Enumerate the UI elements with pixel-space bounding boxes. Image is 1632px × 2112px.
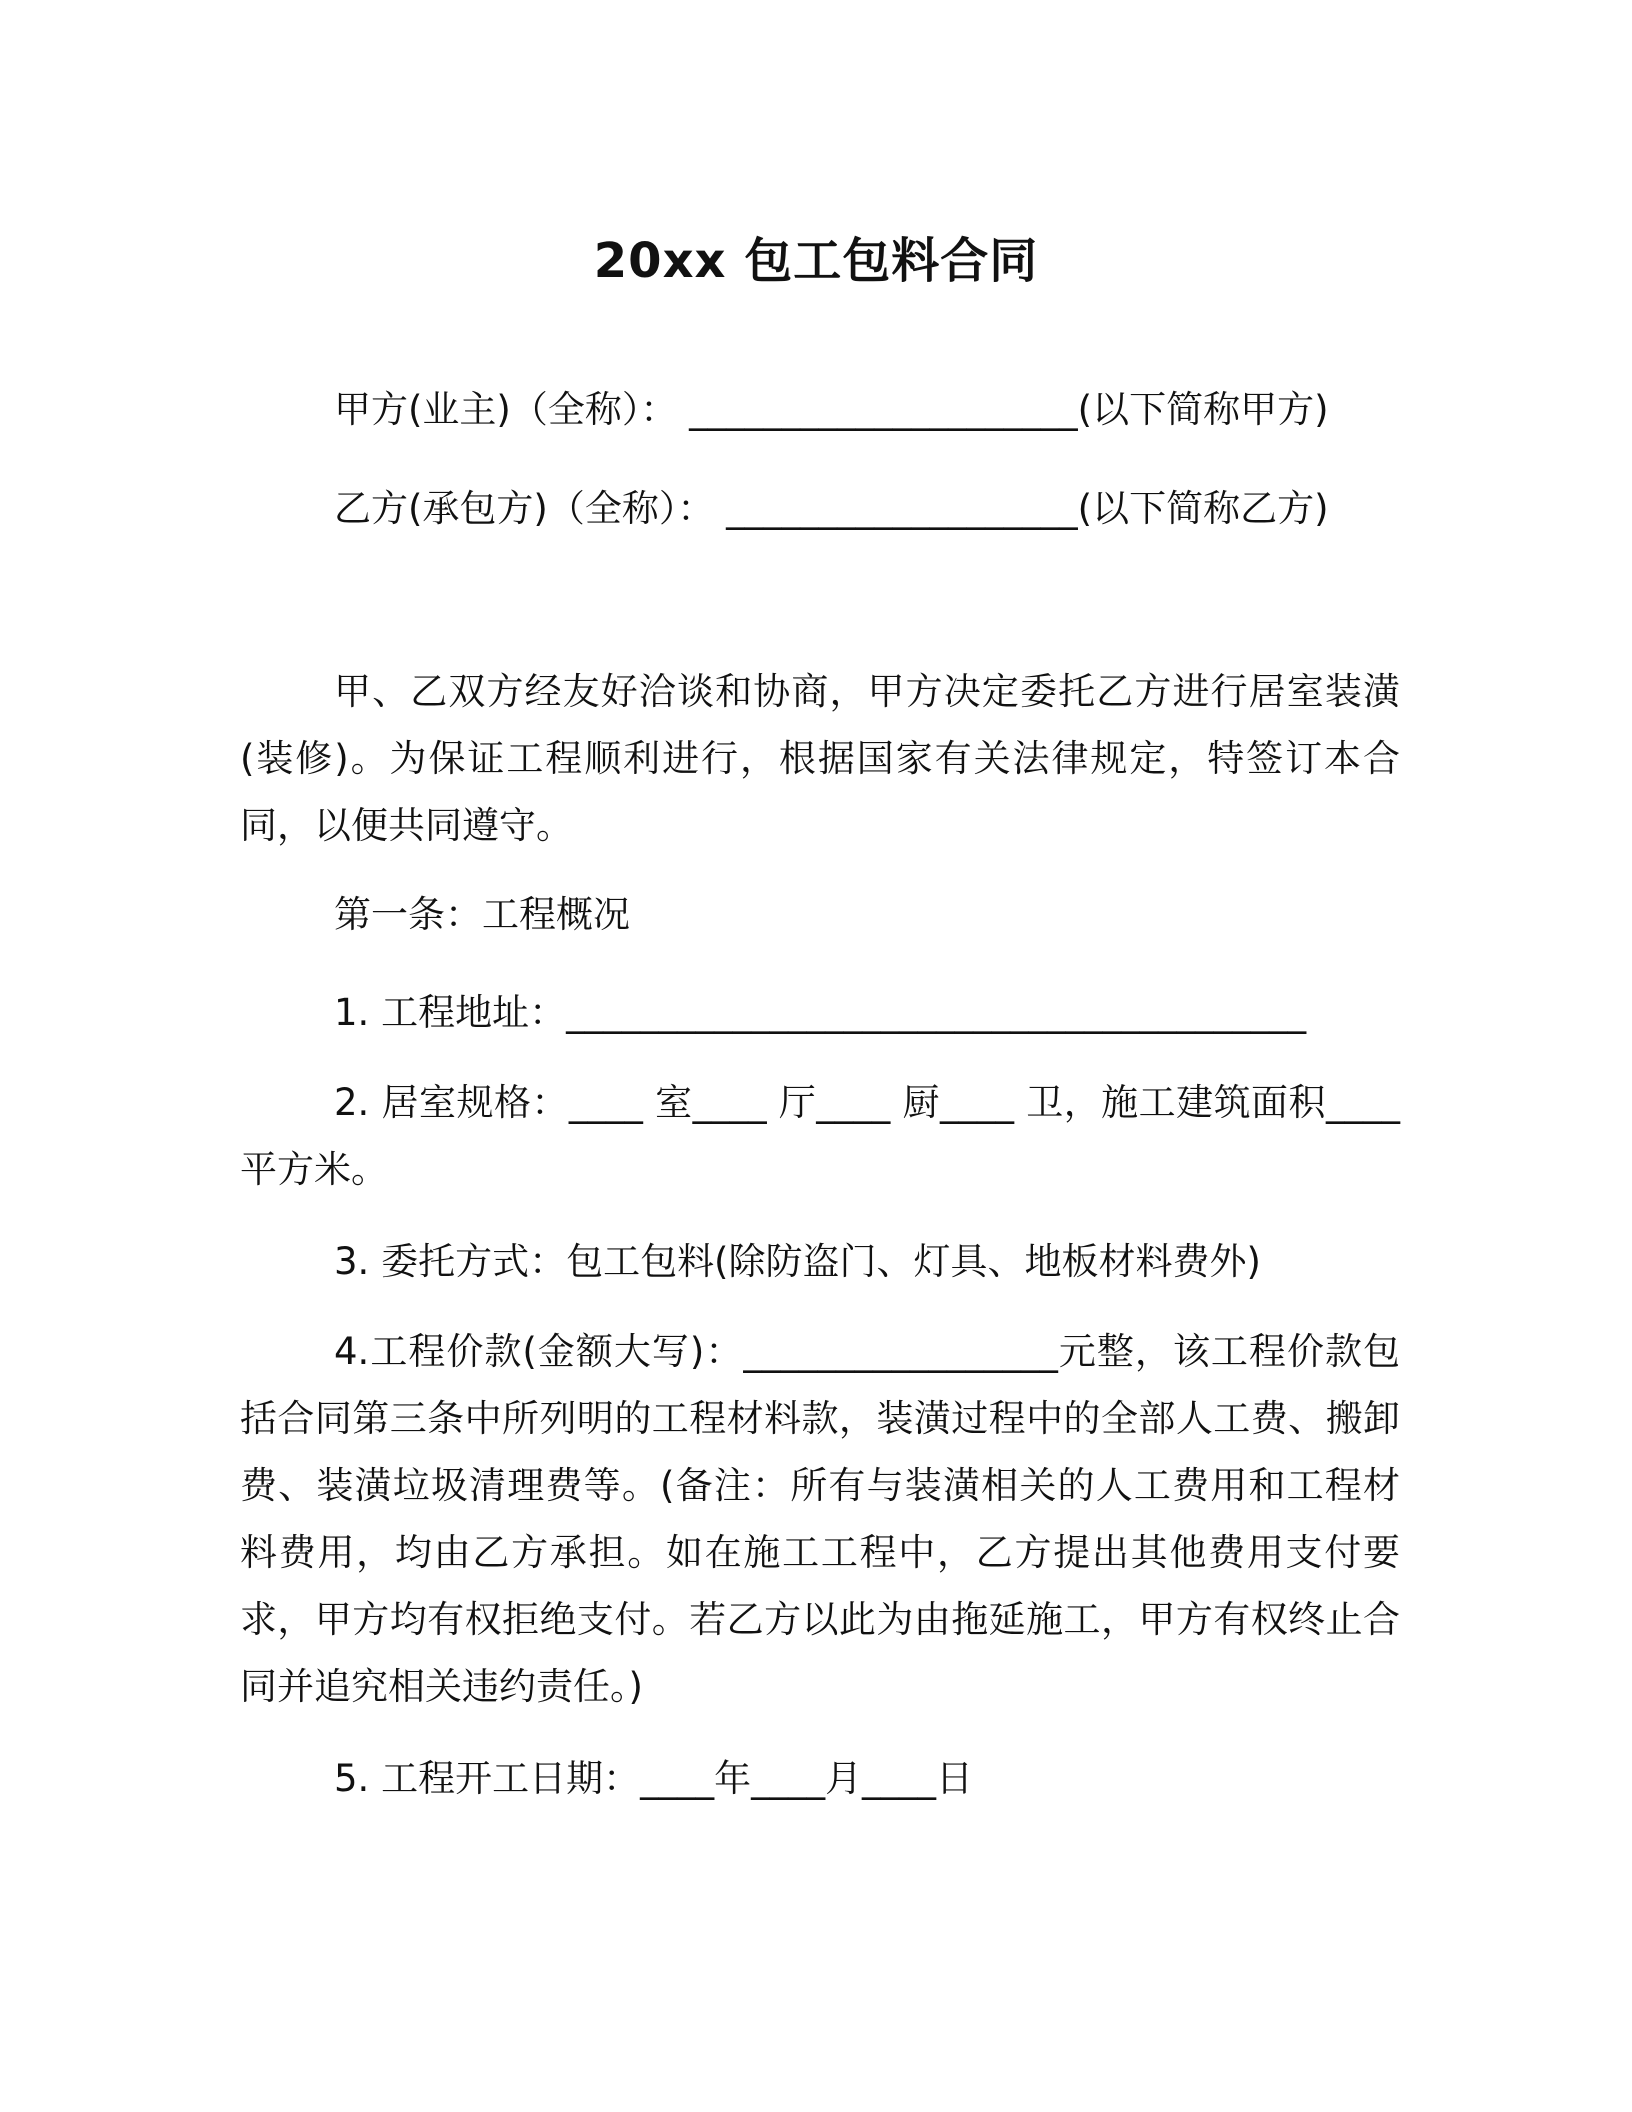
item-4-price: 4.工程价款(金额大写)：_________________元整，该工程价款包括合同第三条中所列明的工程材料款，装潢过程中的全部人工费、搬卸费、装潢垃圾清理费等。(备注：所有与装潢相关的人工费用和工程材料费用，均由乙方承担。如在施工工程中，乙方提出其他费用支付要求，甲方均有权拒绝支付。若乙方以此为由拖延施工，甲方有权终止合同并追究相关违约责任。)	[240, 1330, 1400, 1708]
intro-paragraph: 甲、乙双方经友好洽谈和协商，甲方决定委托乙方进行居室装潢(装修)。为保证工程顺利进行，根据国家有关法律规定，特签订本合同，以便共同遵守。	[240, 670, 1400, 847]
party-b-line: 乙方(承包方)（全称）： ___________________(以下简称乙方)	[334, 487, 1329, 530]
item-5-start-date: 5. 工程开工日期：____年____月____日	[334, 1757, 974, 1800]
document-title: 20xx 包工包料合同	[593, 233, 1039, 289]
item-2-room-spec: 2. 居室规格：____ 室____ 厅____ 厨____ 卫，施工建筑面积____平方米。	[240, 1081, 1400, 1191]
item-1-address: 1. 工程地址：________________________________________	[334, 991, 1307, 1034]
party-a-line: 甲方(业主)（全称）： _____________________(以下简称甲方)	[334, 388, 1329, 431]
article-1-heading: 第一条：工程概况	[334, 893, 630, 936]
item-3-commission: 3. 委托方式：包工包料(除防盗门、灯具、地板材料费外)	[334, 1240, 1261, 1283]
